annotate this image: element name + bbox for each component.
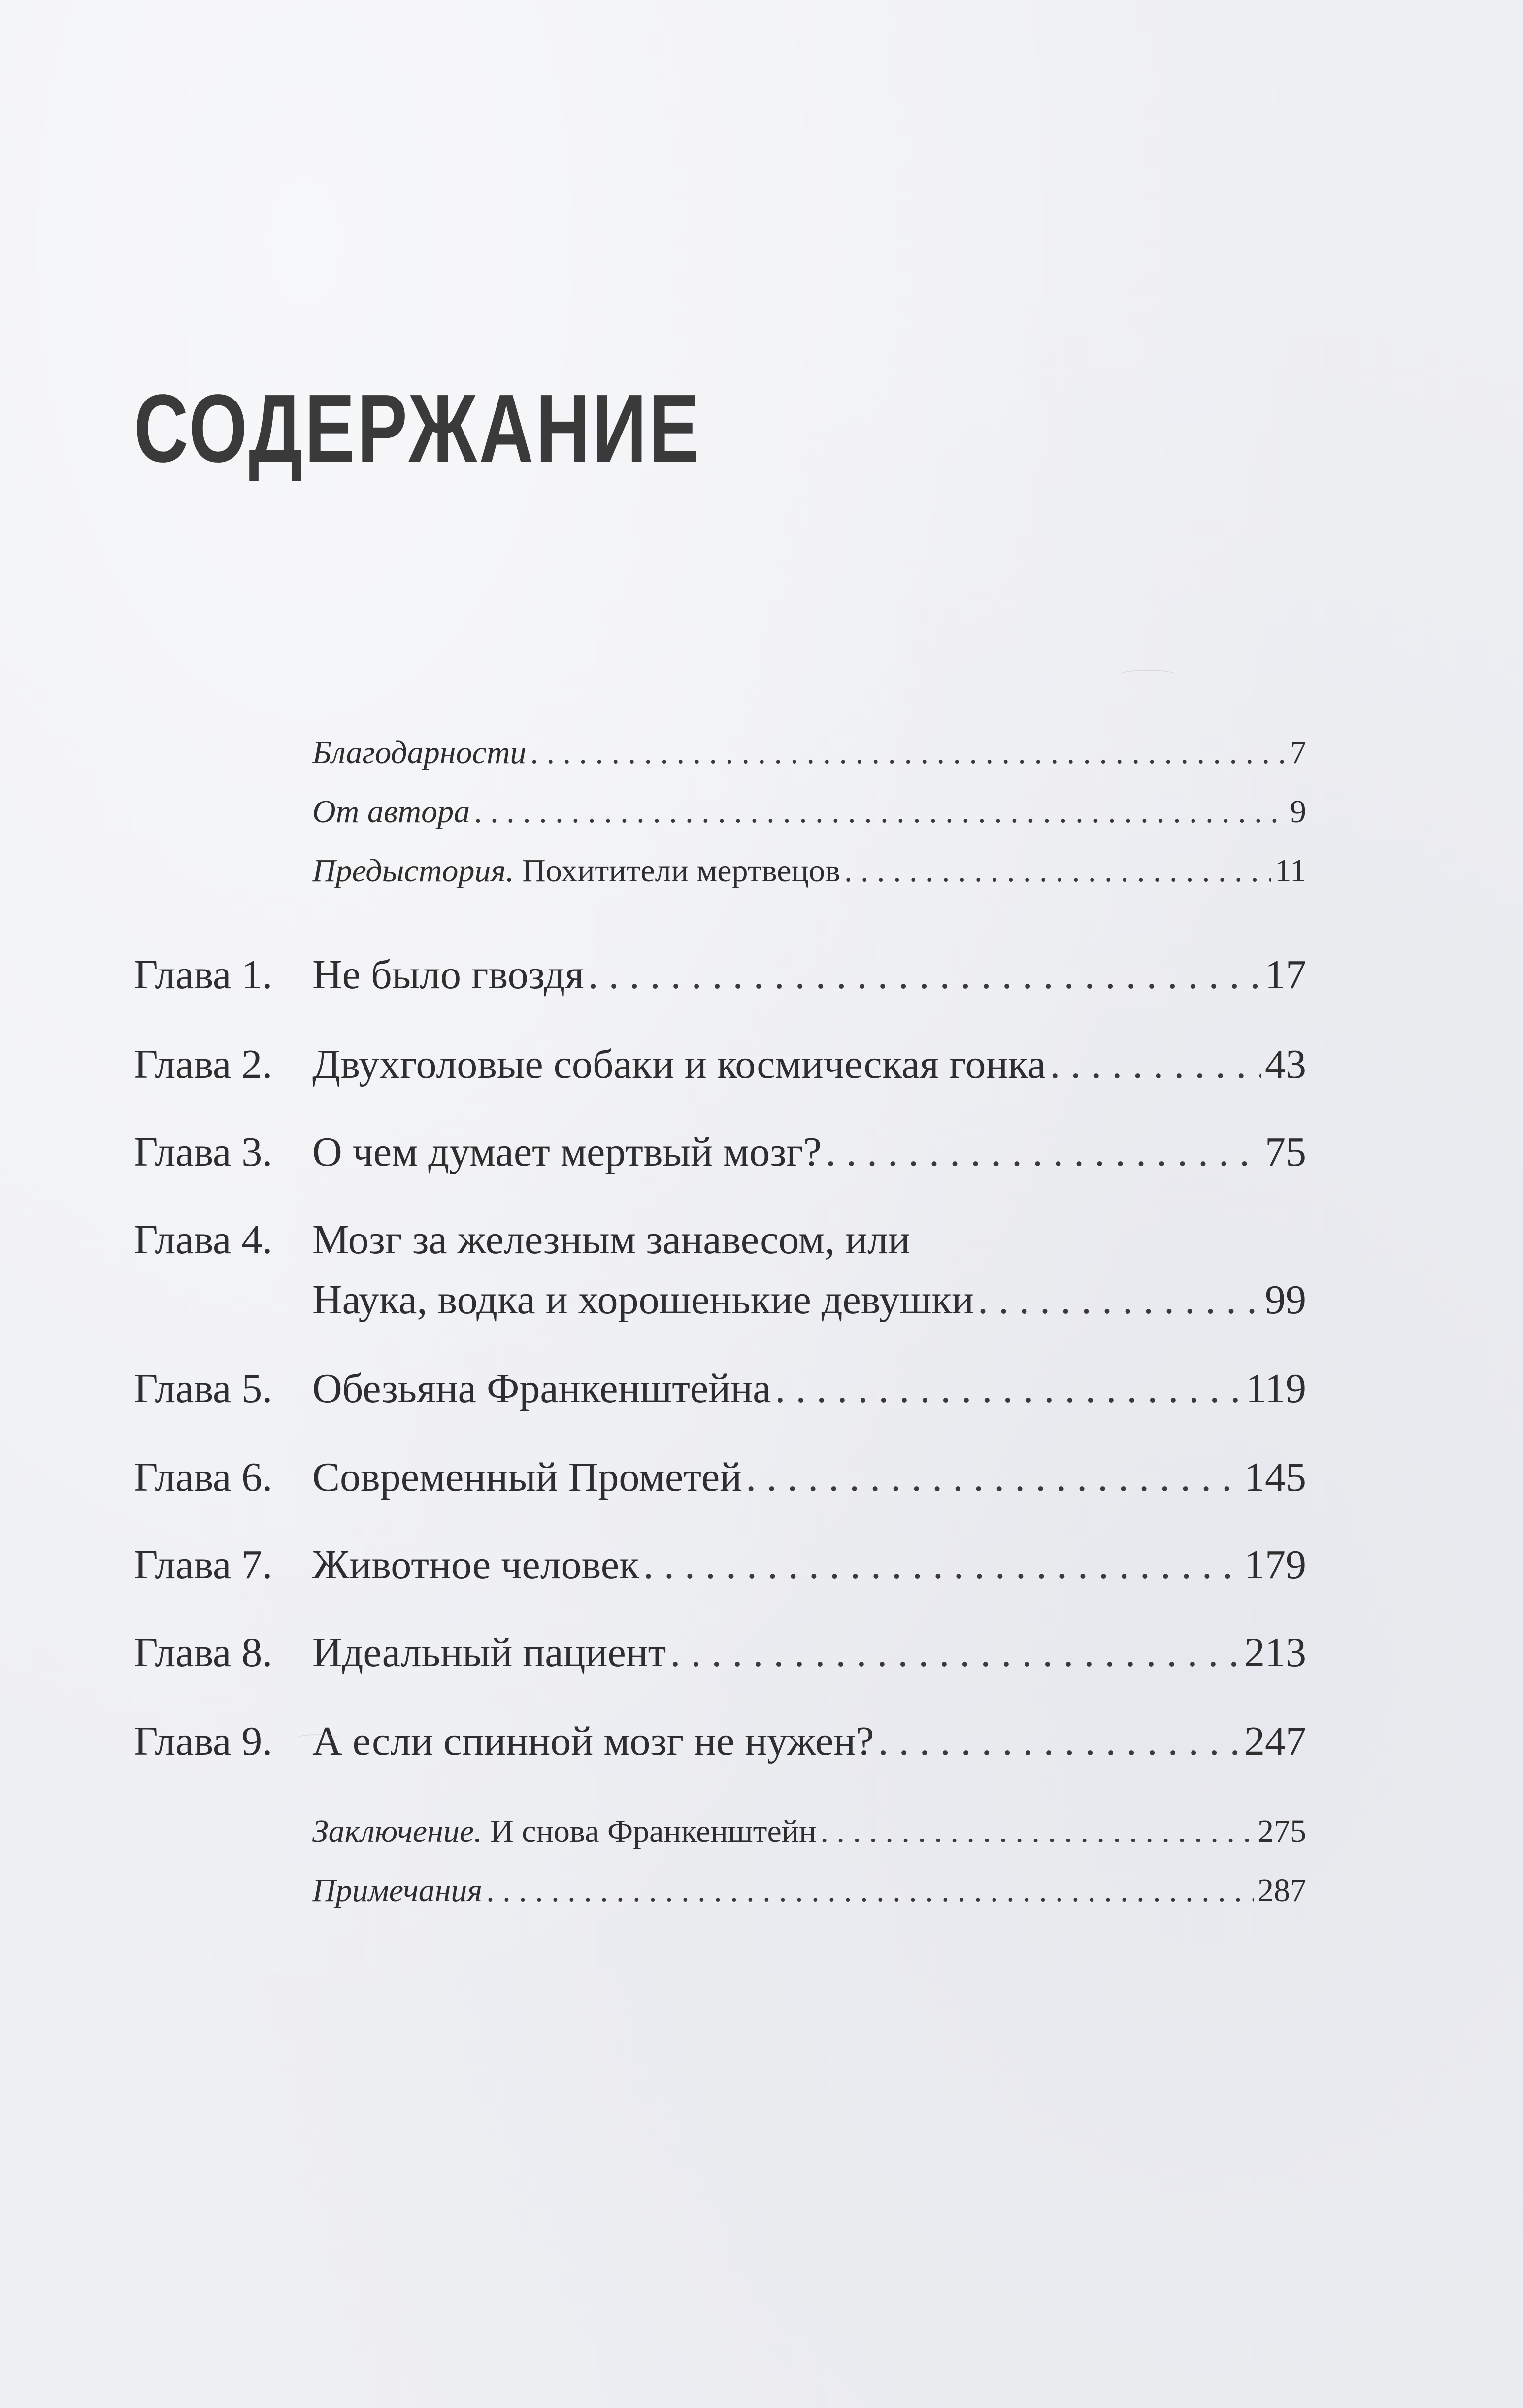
toc-entry-label-italic: Заключение.: [312, 1813, 482, 1849]
toc-entry-chapter-1[interactable]: [134, 951, 1306, 999]
paper-scuff: [296, 1734, 340, 1743]
chapter-number: Глава 6.: [134, 1454, 273, 1500]
toc-page-number: 11: [1275, 853, 1306, 889]
toc-page-number: 287: [1258, 1873, 1306, 1908]
dot-leader: [643, 1541, 1240, 1589]
page-title: СОДЕРЖАНИЕ: [134, 374, 701, 482]
toc-entry-chapter-6[interactable]: [134, 1453, 1306, 1501]
dot-leader: [878, 1717, 1240, 1765]
chapter-title-line2: Наука, водка и хорошенькие девушки: [312, 1277, 974, 1323]
chapter-title: Не было гвоздя: [312, 952, 584, 998]
chapter-title: Идеальный пациент: [312, 1630, 666, 1675]
toc-page-number: 275: [1258, 1813, 1306, 1849]
dot-leader: [1050, 1040, 1261, 1088]
paper-scuff: [1118, 670, 1177, 681]
chapter-title: Обезьяна Франкенштейна: [312, 1366, 771, 1411]
chapter-number: Глава 8.: [134, 1630, 273, 1675]
chapter-title: Двухголовые собаки и космическая гонка: [312, 1041, 1046, 1087]
toc-page-number: 75: [1265, 1129, 1306, 1175]
dot-leader: [820, 1813, 1254, 1850]
toc-entry-from-author[interactable]: [134, 793, 1306, 831]
chapter-title: Мозг за железным занавесом, или: [312, 1217, 910, 1263]
chapter-title: О чем думает мертвый мозг?: [312, 1129, 822, 1175]
chapter-number: Глава 1.: [134, 952, 273, 998]
toc-page-number: 9: [1290, 794, 1306, 830]
dot-leader: [474, 793, 1286, 831]
toc-entry-chapter-8[interactable]: [134, 1629, 1306, 1676]
dot-leader: [530, 734, 1286, 771]
toc-entry-chapter-3[interactable]: [134, 1128, 1306, 1176]
toc-entry-notes[interactable]: [134, 1872, 1306, 1909]
dot-leader: [844, 852, 1271, 890]
dot-leader: [588, 951, 1261, 999]
toc-entry-chapter-5[interactable]: [134, 1365, 1306, 1412]
chapter-number: Глава 2.: [134, 1041, 273, 1087]
chapter-number: Глава 9.: [134, 1718, 273, 1764]
toc-entry-label: Похитители мертвецов: [522, 853, 841, 889]
chapter-title: А если спинной мозг не нужен?: [312, 1718, 874, 1764]
toc-page-number: 119: [1246, 1366, 1306, 1411]
chapter-title: Животное человек: [312, 1542, 639, 1588]
toc-page-number: 43: [1265, 1041, 1306, 1087]
toc-entry-chapter-7[interactable]: [134, 1541, 1306, 1589]
toc-entry-label: От автора: [312, 794, 470, 830]
dot-leader: [486, 1872, 1254, 1909]
chapter-number: Глава 7.: [134, 1542, 273, 1588]
toc-page-number: 213: [1244, 1630, 1306, 1675]
chapter-number: Глава 4.: [134, 1217, 273, 1263]
toc-entry-label: И снова Франкенштейн: [490, 1813, 817, 1849]
chapter-number: Глава 3.: [134, 1129, 273, 1175]
toc-entry-label-italic: Предыстория.: [312, 853, 514, 889]
toc-entry-acknowledgements[interactable]: [134, 734, 1306, 771]
toc-page-number: 17: [1265, 952, 1306, 998]
toc-page-number: 145: [1244, 1454, 1306, 1500]
toc-page-number: 247: [1244, 1718, 1306, 1764]
toc-entry-prehistory[interactable]: [134, 852, 1306, 890]
toc-entry-conclusion[interactable]: [134, 1813, 1306, 1850]
chapter-title: Современный Прометей: [312, 1454, 742, 1500]
dot-leader: [826, 1128, 1261, 1176]
toc-page-number: 179: [1244, 1542, 1306, 1588]
toc-page-number: 7: [1290, 735, 1306, 770]
toc-entry-label: Примечания: [312, 1873, 483, 1908]
toc-entry-chapter-2[interactable]: [134, 1040, 1306, 1088]
dot-leader: [775, 1365, 1242, 1412]
dot-leader: [978, 1276, 1261, 1324]
toc-entry-chapter-4[interactable]: [134, 1216, 1306, 1264]
toc-entry-chapter-4-continued[interactable]: [134, 1276, 1306, 1324]
toc-page-number: 99: [1265, 1277, 1306, 1323]
dot-leader: [670, 1629, 1240, 1676]
toc-entry-label: Благодарности: [312, 735, 527, 770]
chapter-number: Глава 5.: [134, 1366, 273, 1411]
dot-leader: [746, 1453, 1240, 1501]
